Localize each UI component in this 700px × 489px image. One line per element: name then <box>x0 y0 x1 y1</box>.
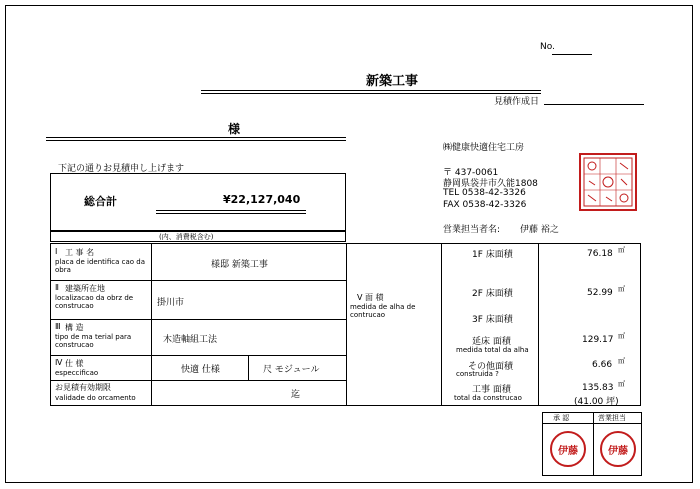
location-value: 掛川市 <box>157 298 185 308</box>
company-postal: 〒 437-0061 <box>443 168 499 178</box>
total-underline <box>156 210 306 214</box>
customer-suffix: 様 <box>228 122 241 136</box>
structure-value: 木造軸組工法 <box>163 335 218 345</box>
tax-note-box <box>50 231 346 242</box>
details-table: Ⅰ 工 事 名 placa de identifica cao da obra 様邸 新築工事 Ⅱ 建築所在地 localizacao da obrz de construcao 掛川市 Ⅲ 構 造 tipo de ma terial para construcao 木造軸組工法 Ⅳ 仕 様 especcificao 快適 仕様 尺 モジュール お見積有効期限 validade do orcamento 迄 <box>50 243 347 406</box>
sales-rep-name: 伊藤 裕之 <box>520 225 559 235</box>
tax-note: (内、消費税含む) <box>159 233 214 241</box>
no-underline <box>552 54 592 55</box>
company-tel: TEL 0538-42-3326 <box>443 188 526 198</box>
estimate-sheet <box>5 5 693 483</box>
sales-rep-label: 営業担当者名: <box>443 225 501 235</box>
sales-label: 営業担当 <box>598 414 626 422</box>
work-name-value: 様邸 新築工事 <box>211 260 268 270</box>
area-block-subtitle: medida de alha de contrucao <box>350 303 416 319</box>
intro-text: 下記の通りお見積申し上げます <box>58 164 185 174</box>
approve-label: 承 認 <box>553 414 570 422</box>
module-value: 尺 モジュール <box>263 365 320 375</box>
customer-underline <box>46 137 346 141</box>
estimate-date-line <box>544 104 644 105</box>
no-label: No. <box>540 42 555 52</box>
area-block-title: Ⅴ 面 積 <box>357 293 384 302</box>
company-fax: FAX 0538-42-3326 <box>443 200 527 210</box>
company-name: ㈱健康快適住宅工房 <box>443 143 525 153</box>
title-underline <box>201 90 541 94</box>
total-amount: ¥22,127,040 <box>223 193 301 206</box>
approve-stamp-icon: 伊藤 <box>550 431 586 467</box>
total-label: 総合計 <box>84 195 117 208</box>
areas-table: 1F 床面積 76.18 ㎡ 2F 床面積 52.99 ㎡ 3F 床面積 延床 面積 medida total da alha 129.17 ㎡ その他面積 construida ? 6.66 ㎡ 工事 面積 total da construcao 135.83 ㎡ (41.00 坪) <box>441 243 641 406</box>
company-seal-icon <box>579 153 637 211</box>
specification-value: 快適 仕様 <box>181 365 220 375</box>
area-block <box>346 243 442 406</box>
sales-stamp-icon: 伊藤 <box>600 431 636 467</box>
total-box <box>50 173 346 231</box>
document-title: 新築工事 <box>366 74 419 89</box>
approval-table <box>542 412 642 476</box>
estimate-date-label: 見積作成日 <box>494 97 540 107</box>
company-address: 静岡県袋井市久能1808 <box>443 179 538 189</box>
validity-value: 迄 <box>291 390 301 400</box>
